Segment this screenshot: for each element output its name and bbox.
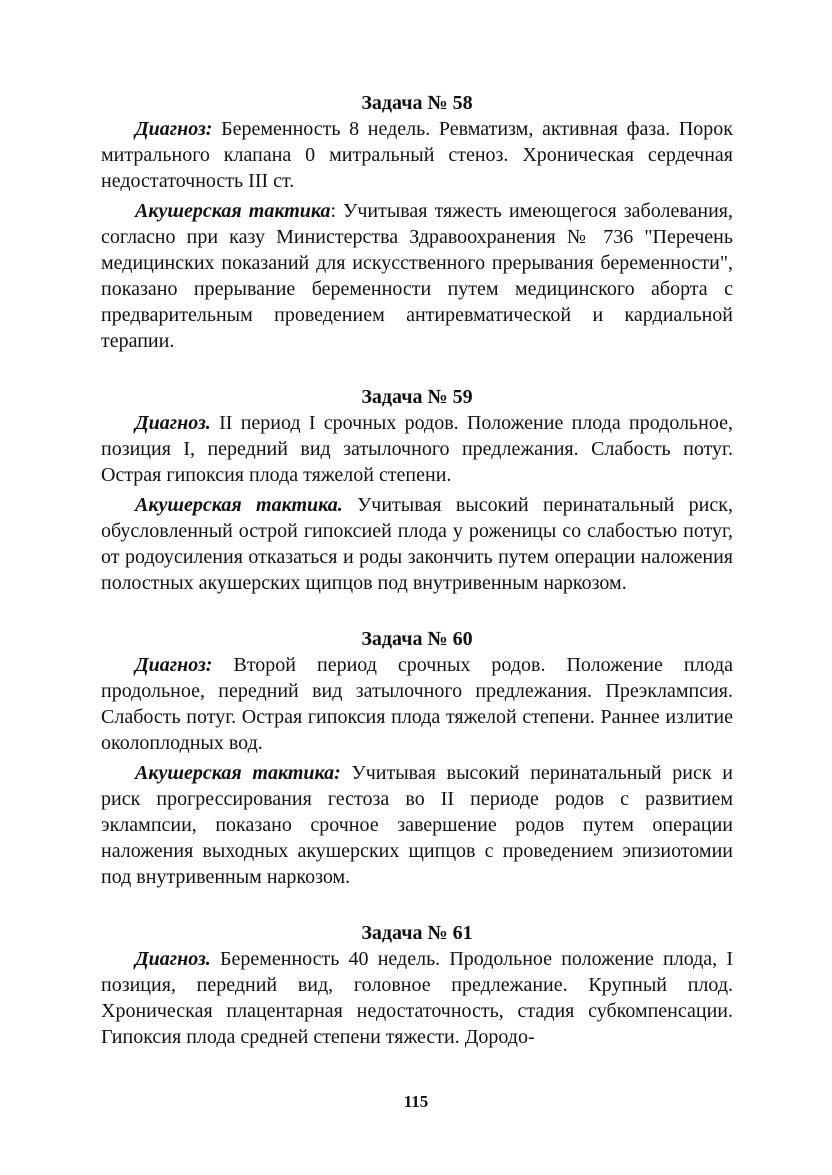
tactics-text: Учитывая высокий перинатальный риск и риск прогрессирования гестоза во II периоде родов с развитием эклампсии, показано срочное завершение родов путем операции наложения выходных акушерских щипцов с проведением эпизиотомии под внутривенным наркозом. — [101, 762, 733, 888]
diagnosis-text: Беременность 40 недель. Продольное положение плода, I позиция, передний вид, головное предлежание. Крупный плод. Хроническая плацентарная недостаточность, стадия субкомпенсации. Гипоксия плода средней степени тяжести. Дородо- — [101, 948, 733, 1048]
tactics-paragraph — [101, 760, 733, 890]
task-title: Задача № 60 — [361, 628, 473, 650]
task-title: Задача № 61 — [361, 922, 473, 944]
page-number: 115 — [403, 1092, 429, 1111]
tactics-paragraph — [101, 492, 733, 596]
diagnosis-paragraph — [101, 116, 733, 194]
tactics-label: Акушерская тактика: — [135, 762, 341, 784]
tactics-paragraph — [101, 198, 733, 354]
task-title: Задача № 59 — [361, 386, 473, 408]
task-59 — [101, 384, 733, 596]
diagnosis-text: Беременность 8 недель. Ревматизм, активная фаза. Порок митрального клапана 0 митральный стеноз. Хроническая сердечная недостаточность III ст. — [101, 118, 733, 192]
diagnosis-text: II период I срочных родов. Положение плода продольное, позиция I, передний вид затылочного предлежания. Слабость потуг. Острая гипоксия плода тяжелой степени. — [101, 412, 733, 486]
task-58 — [101, 90, 733, 354]
task-60 — [101, 626, 733, 890]
document-page — [101, 90, 733, 1080]
tactics-label: Акушерская тактика. — [135, 494, 343, 516]
tactics-label: Акушерская тактика — [135, 200, 331, 222]
diagnosis-paragraph — [101, 946, 733, 1050]
diagnosis-paragraph — [101, 410, 733, 488]
diagnosis-label: Диагноз: — [135, 118, 213, 140]
diagnosis-label: Диагноз: — [135, 654, 213, 676]
task-title: Задача № 58 — [361, 92, 473, 114]
tactics-text: : Учитывая тяжесть имеющегося заболевания, согласно при казу Министерства Здравоохранения № 736 "Перечень медицинских показаний для искусственного прерывания беременности", показано прерывание беременности путем медицинского аборта с предварительным проведением антиревматической и кардиальной терапии. — [101, 200, 733, 352]
tactics-text: Учитывая высокий перинатальный риск, обусловленный острой гипоксией плода у роженицы со слабостью потуг, от родоусиления отказаться и роды закончить путем операции наложения полостных акушерских щипцов под внутривенным наркозом. — [101, 494, 733, 594]
diagnosis-label: Диагноз. — [135, 948, 211, 970]
task-61 — [101, 920, 733, 1050]
diagnosis-paragraph — [101, 652, 733, 756]
diagnosis-text: Второй период срочных родов. Положение плода продольное, передний вид затылочного предлежания. Преэклампсия. Слабость потуг. Острая гипоксия плода тяжелой степени. Раннее излитие околоплодных вод. — [101, 654, 733, 754]
diagnosis-label: Диагноз. — [135, 412, 211, 434]
